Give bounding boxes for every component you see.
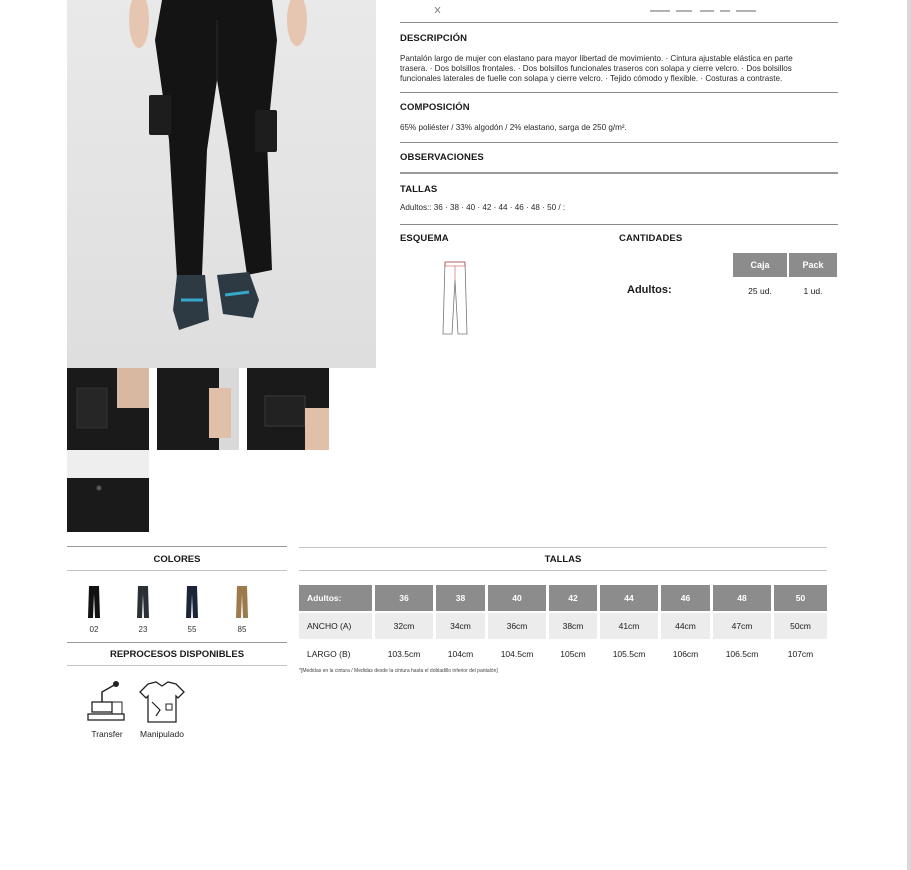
size-header-38: 38 [436,585,485,611]
divider [67,665,287,666]
size-header-40: 40 [488,585,546,611]
cantidades-header-pack: Pack [789,253,837,277]
pants-model-illustration [67,0,376,368]
heat-press-icon [86,680,128,724]
tallas-note: *[Medidas en la cintura / Medidas desde la cintura hasta el dobladillo inferior del pantalón] [299,668,498,674]
divider [299,570,827,571]
back-pocket-detail [247,368,329,450]
cantidades-row-label: Adultos: [627,284,672,296]
detail-thumbnail-back-pocket[interactable] [247,368,329,450]
row-label-largo: LARGO (B) [307,649,351,659]
color-swatch-02[interactable] [79,586,109,634]
color-swatch-85[interactable] [227,586,257,634]
cantidades-caja-value: 25 ud. [748,286,772,296]
table-cell: 38cm [549,613,597,639]
care-icons-strip [430,0,770,6]
table-cell: 44cm [661,613,710,639]
color-swatch-55[interactable] [177,586,207,634]
descripcion-title: DESCRIPCIÓN [400,33,468,44]
table-cell: 107cm [787,649,814,659]
tallas-title: TALLAS [400,184,438,195]
reproceso-label: Manipulado [140,729,184,739]
table-cell: 50cm [774,613,827,639]
size-header-36: 36 [375,585,433,611]
esquema-title: ESQUEMA [400,233,449,244]
table-cell: 105cm [560,649,586,659]
care-icons [430,7,770,13]
row-label-ancho: ANCHO (A) [299,613,372,639]
descripcion-line-1: Pantalón largo de mujer con elastano para mayor libertad de movimiento. · Cintura ajustable elástica en parte [400,54,793,63]
divider [400,142,838,143]
pants-schematic-drawing [440,258,470,338]
cantidades-header-caja: Caja [733,253,787,277]
pants-swatch-icon [177,586,207,620]
observaciones-title: OBSERVACIONES [400,152,484,163]
tallas-header-label: Adultos: [299,585,372,611]
table-cell: 104cm [447,649,474,659]
divider [299,547,827,548]
color-code: 85 [237,625,247,634]
divider [400,172,838,174]
table-cell: 34cm [436,613,485,639]
folded-shirt-icon [138,680,186,724]
divider [67,570,287,571]
divider [67,642,287,643]
color-code: 23 [138,625,148,634]
table-cell: 105.5cm [612,649,646,659]
descripcion-text [400,54,838,84]
table-cell: 104.5cm [500,649,534,659]
color-code: 02 [89,625,99,634]
detail-thumbnail-front-pocket[interactable] [157,368,239,450]
page-edge [907,0,911,870]
size-header-42: 42 [549,585,597,611]
reprocesos-title: REPROCESOS DISPONIBLES [109,649,245,660]
table-cell: 103.5cm [387,649,421,659]
detail-thumbnail-waist[interactable] [67,450,149,532]
size-header-44: 44 [600,585,658,611]
cantidades-title: CANTIDADES [619,233,683,244]
pants-schematic[interactable] [440,258,470,343]
detail-thumbnail-side-pocket[interactable] [67,368,149,450]
divider [400,224,838,225]
divider [67,546,287,547]
pants-swatch-icon [128,586,158,620]
table-cell: 47cm [713,613,771,639]
product-photo[interactable] [67,0,376,368]
table-cell: 41cm [600,613,658,639]
size-header-48: 48 [713,585,771,611]
table-cell: 106cm [672,649,699,659]
divider [400,92,838,93]
color-swatch-23[interactable] [128,586,158,634]
composicion-title: COMPOSICIÓN [400,102,470,113]
size-header-50: 50 [774,585,827,611]
tallas-table-title: TALLAS [544,554,582,565]
cantidades-pack-value: 1 ud. [803,286,823,296]
reproceso-transfer[interactable] [86,680,128,739]
descripcion-line-3: funcionales laterales de fuelle con solapa y cierre velcro. · Tejido cómodo y flexible. · Costuras a contraste. [400,74,783,83]
reproceso-label: Transfer [91,729,123,739]
table-cell: 36cm [488,613,546,639]
divider [400,22,838,23]
pants-swatch-icon [227,586,257,620]
table-cell: 106.5cm [725,649,759,659]
size-header-46: 46 [661,585,710,611]
composicion-text: 65% poliéster / 33% algodón / 2% elastano, sarga de 250 g/m². [400,123,627,132]
colores-title: COLORES [153,554,201,565]
descripcion-line-2: trasera. · Dos bolsillos frontales. · Dos bolsillos funcionales traseros con solapa y cierre velcro. · Dos bolsillos [400,64,792,73]
tallas-text: Adultos:: 36 · 38 · 40 · 42 · 44 · 46 · 48 · 50 / : [400,203,566,212]
pants-swatch-icon [79,586,109,620]
front-pocket-detail [157,368,239,450]
waist-detail [67,450,149,532]
side-pocket-detail [67,368,149,450]
table-cell: 32cm [375,613,433,639]
color-code: 55 [187,625,197,634]
reproceso-manipulado[interactable] [138,680,186,739]
